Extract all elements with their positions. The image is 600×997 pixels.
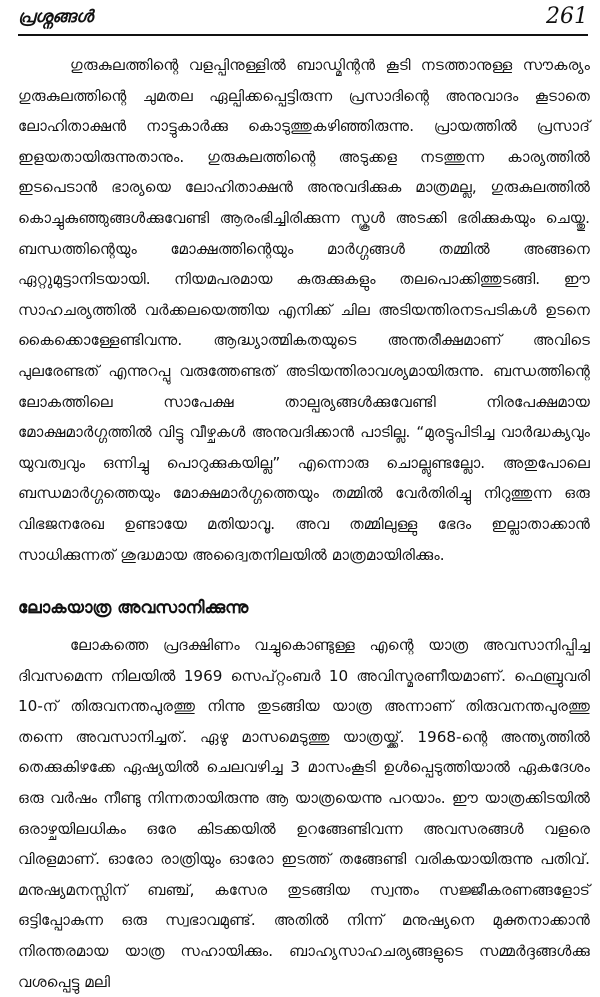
section-heading: ലോകയാത്ര അവസാനിക്കുന്നു [18,598,249,618]
page-header [18,4,588,36]
body-text-block-2 [18,630,590,997]
running-title: പ്രശ്നങ്ങൾ [18,7,94,27]
page-number: 261 [546,4,588,29]
paragraph: ഗുരുകുലത്തിന്റെ വളപ്പിനുള്ളിൽ ബാഡ്മിന്റൻ കൂടി നടത്താനുള്ള സൗകര്യം ഗുരുകുലത്തിന്റെ ചുമതല ഏല്പിക്കപ്പെട്ടിരുന്ന പ്രസാദിന്റെ അനുവാദം കൂടാതെ ലോഹിതാക്ഷൻ നാട്ടുകാർക്കു കൊടുത്തുകഴിഞ്ഞിരുന്നു. പ്രായത്തിൽ പ്രസാദ് ഇളയതായിരുന്നുതാനും. ഗുരുകുലത്തിന്റെ അടുക്കള നടത്തുന്ന കാര്യത്തിൽ ഇടപെടാൻ ഭാര്യയെ ലോഹിതാക്ഷൻ അനുവദിക്കുക മാത്രമല്ല, ഗുരുകുലത്തിൽ കൊച്ചുകുഞ്ഞുങ്ങൾക്കുവേണ്ടി ആരംഭിച്ചിരിക്കുന്ന സ്കൂൾ അടക്കി ഭരിക്കുകയും ചെയ്തു. ബന്ധത്തിന്റെയും മോക്ഷത്തിന്റെയും മാർഗ്ഗങ്ങൾ തമ്മിൽ അങ്ങനെ ഏറ്റുമുട്ടാനിടയായി. നിയമപരമായ കുരുക്കുകളും തലപൊക്കിത്തുടങ്ങി. ഈ സാഹചര്യത്തിൽ വർക്കലയെത്തിയ എനിക്ക് ചില അടിയന്തിരനടപടികൾ ഉടനെ കൈക്കൊള്ളേണ്ടിവന്നു. ആദ്ധ്യാത്മികതയുടെ അന്തരീക്ഷമാണ് അവിടെ പുലരേണ്ടത് എന്നുറപ്പു വരുത്തേണ്ടത് അടിയന്തിരാവശ്യമായിരുന്നു. ബന്ധത്തിന്റെ ലോകത്തിലെ സാപേക്ഷ താല്പര്യങ്ങൾക്കുവേണ്ടി നിരപേക്ഷമായ മോക്ഷമാർഗ്ഗത്തിൽ വിട്ടു വീഴ്ചകൾ അനുവദിക്കാൻ പാടില്ല. “മുരട്ടുപിടിച്ച വാർദ്ധക്യവും യുവത്വവും ഒന്നിച്ചു പൊറുക്കുകയില്ല” എന്നൊരു ചൊല്ലുണ്ടല്ലോ. അതുപോലെ ബന്ധമാർഗ്ഗത്തെയും മോക്ഷമാർഗ്ഗത്തെയും തമ്മിൽ വേർതിരിച്ചു നിറുത്തുന്ന ഒരു വിഭജനരേഖ ഉണ്ടായേ മതിയാവൂ. അവ തമ്മിലുള്ളു ഭേദം ഇല്ലാതാക്കാൻ സാധിക്കുന്നത് ശുദ്ധമായ അദ്വൈതനിലയിൽ മാത്രമായിരിക്കും. [18,56,590,564]
body-text-block-1 [18,50,590,570]
paragraph: ലോകത്തെ പ്രദക്ഷിണം വച്ചുകൊണ്ടുള്ള എന്റെ യാത്ര അവസാനിപ്പിച്ച ദിവസമെന്ന നിലയിൽ 1969 സെപ്റ്റംബർ 10 അവിസ്മരണീയമാണ്. ഫെബ്രുവരി 10-ന് തിരുവനന്തപുരത്തു നിന്നു തുടങ്ങിയ യാത്ര അന്നാണ് തിരുവനന്തപുരത്തു തന്നെ അവസാനിച്ചത്. ഏഴു മാസമെടുത്തു യാത്രയ്ക്ക്. 1968-ന്റെ അന്ത്യത്തിൽ തെക്കുകിഴക്കേ ഏഷ്യയിൽ ചെലവഴിച്ച 3 മാസംകൂടി ഉൾപ്പെടുത്തിയാൽ ഏകദേശം ഒരു വർഷം നീണ്ടു നിന്നതായിരുന്നു ആ യാത്രയെന്നു പറയാം. ഈ യാത്രക്കിടയിൽ ഒരാഴ്ചയിലധികം ഒരേ കിടക്കയിൽ ഉറങ്ങേണ്ടിവന്ന അവസരങ്ങൾ വളരെ വിരളമാണ്. ഓരോ രാത്രിയും ഓരോ ഇടത്ത് തങ്ങേണ്ടി വരികയായിരുന്നു പതിവ്. മനുഷ്യമനസ്സിന് ബഞ്ച്, കസേര തുടങ്ങിയ സ്വന്തം സജ്ജീകരണങ്ങളോട് ഒട്ടിപ്പോകുന്ന ഒരു സ്വഭാവമുണ്ട്. അതിൽ നിന്ന് മനുഷ്യനെ മുക്തനാക്കാൻ നിരന്തരമായ യാത്ര സഹായിക്കും. ബാഹ്യസാഹചര്യങ്ങളുടെ സമ്മർദ്ദങ്ങൾക്കു വശപ്പെട്ടു മലി [18,636,590,991]
